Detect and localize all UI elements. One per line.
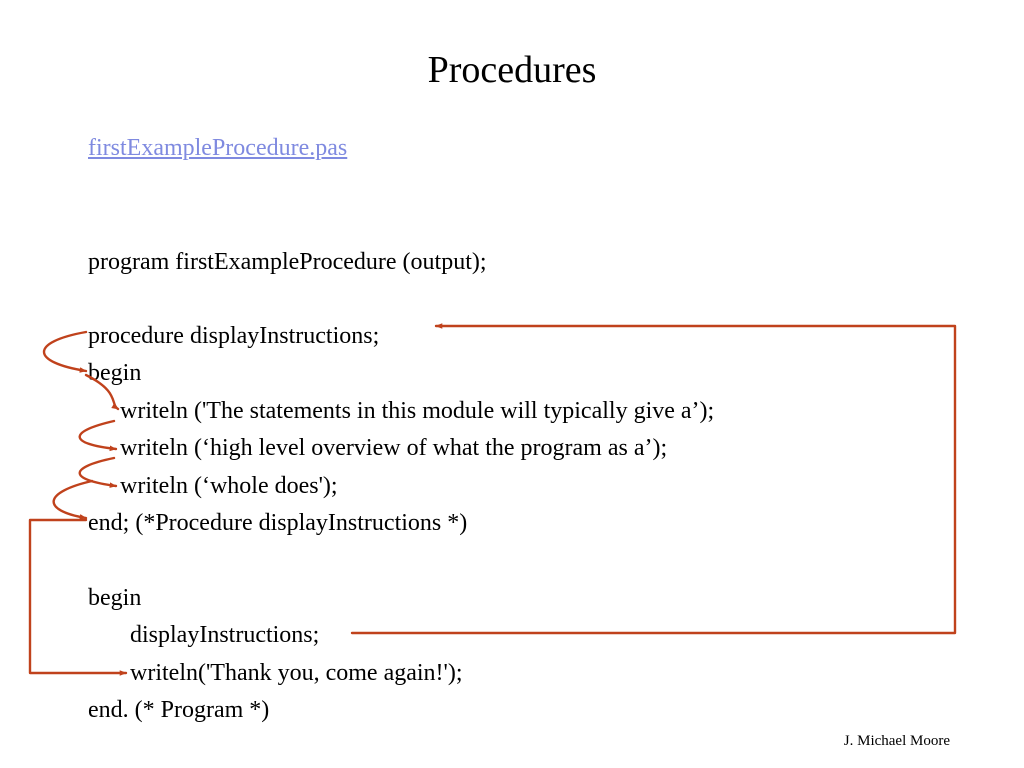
flow-curl-3 [80,421,116,449]
code-line-program-end: end. (* Program *) [88,697,270,723]
code-line-writeln-1: writeln ('The statements in this module will typically give a’); [120,398,715,424]
code-line-thank-you: writeln('Thank you, come again!'); [130,660,463,686]
call-arrow [352,326,955,633]
flow-curl-1 [44,332,86,371]
code-line-procedure-end: end; (*Procedure displayInstructions *) [88,510,468,536]
code-line-procedure-begin: begin [88,360,142,386]
code-line-program: program firstExampleProcedure (output); [88,249,487,275]
footer-author: J. Michael Moore [843,733,950,749]
return-arrow [30,520,126,673]
flow-curl-2 [86,375,118,409]
code-line-procedure-header: procedure displayInstructions; [88,323,380,349]
code-line-writeln-3: writeln (‘whole does'); [120,473,338,499]
code-line-main-begin: begin [88,585,142,611]
code-line-writeln-2: writeln (‘high level overview of what the program as a’); [120,435,668,461]
flow-curl-5 [54,481,92,518]
slide-title: Procedures [427,49,597,91]
source-file-link[interactable]: firstExampleProcedure.pas [88,135,348,161]
code-line-procedure-call: displayInstructions; [130,622,320,648]
